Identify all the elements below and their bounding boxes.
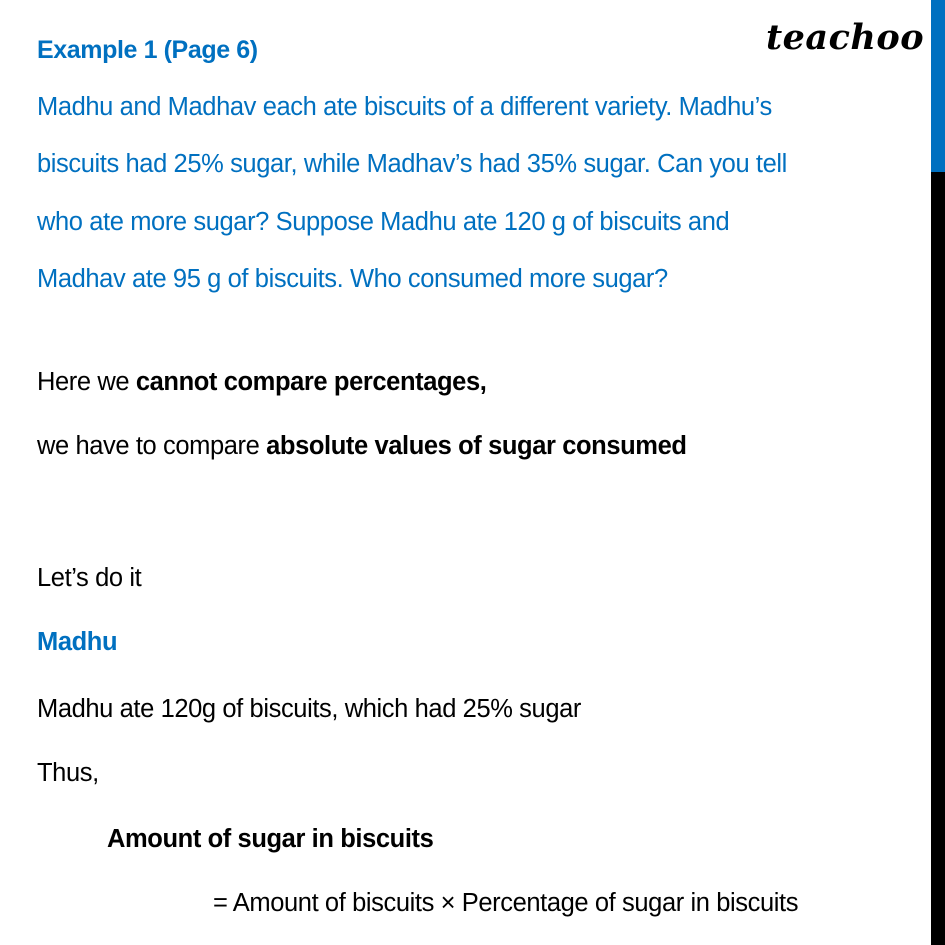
lets-do-it-text: Let’s do it [37,564,142,592]
solution-line-2-prefix: we have to compare [37,432,267,460]
question-line-2: biscuits had 25% sugar, while Madhav’s had 35% sugar. Can you tell [37,150,787,178]
madhu-statement: Madhu ate 120g of biscuits, which had 25% sugar [37,695,581,723]
question-line-1: Madhu and Madhav each ate biscuits of a different variety. Madhu’s [37,93,772,121]
sidebar-accent-blue [931,0,945,172]
thus-text: Thus, [37,759,99,787]
formula-rhs: = Amount of biscuits × Percentage of sugar in biscuits [213,889,799,917]
formula-heading: Amount of sugar in biscuits [107,825,434,853]
section-heading-madhu: Madhu [37,628,118,656]
teachoo-logo: teachoo [766,17,925,58]
solution-line-2 [37,430,687,462]
solution-line-1-emphasis: cannot compare percentages, [135,368,487,396]
question-line-4: Madhav ate 95 g of biscuits. Who consumed more sugar? [37,265,668,293]
question-line-3: who ate more sugar? Suppose Madhu ate 120 g of biscuits and [37,208,730,236]
solution-line-2-emphasis: absolute values of sugar consumed [266,432,687,460]
solution-line-1 [37,366,486,398]
sidebar-accent-black [931,172,945,945]
solution-line-1-prefix: Here we [37,368,136,396]
page-title: Example 1 (Page 6) [37,36,258,64]
